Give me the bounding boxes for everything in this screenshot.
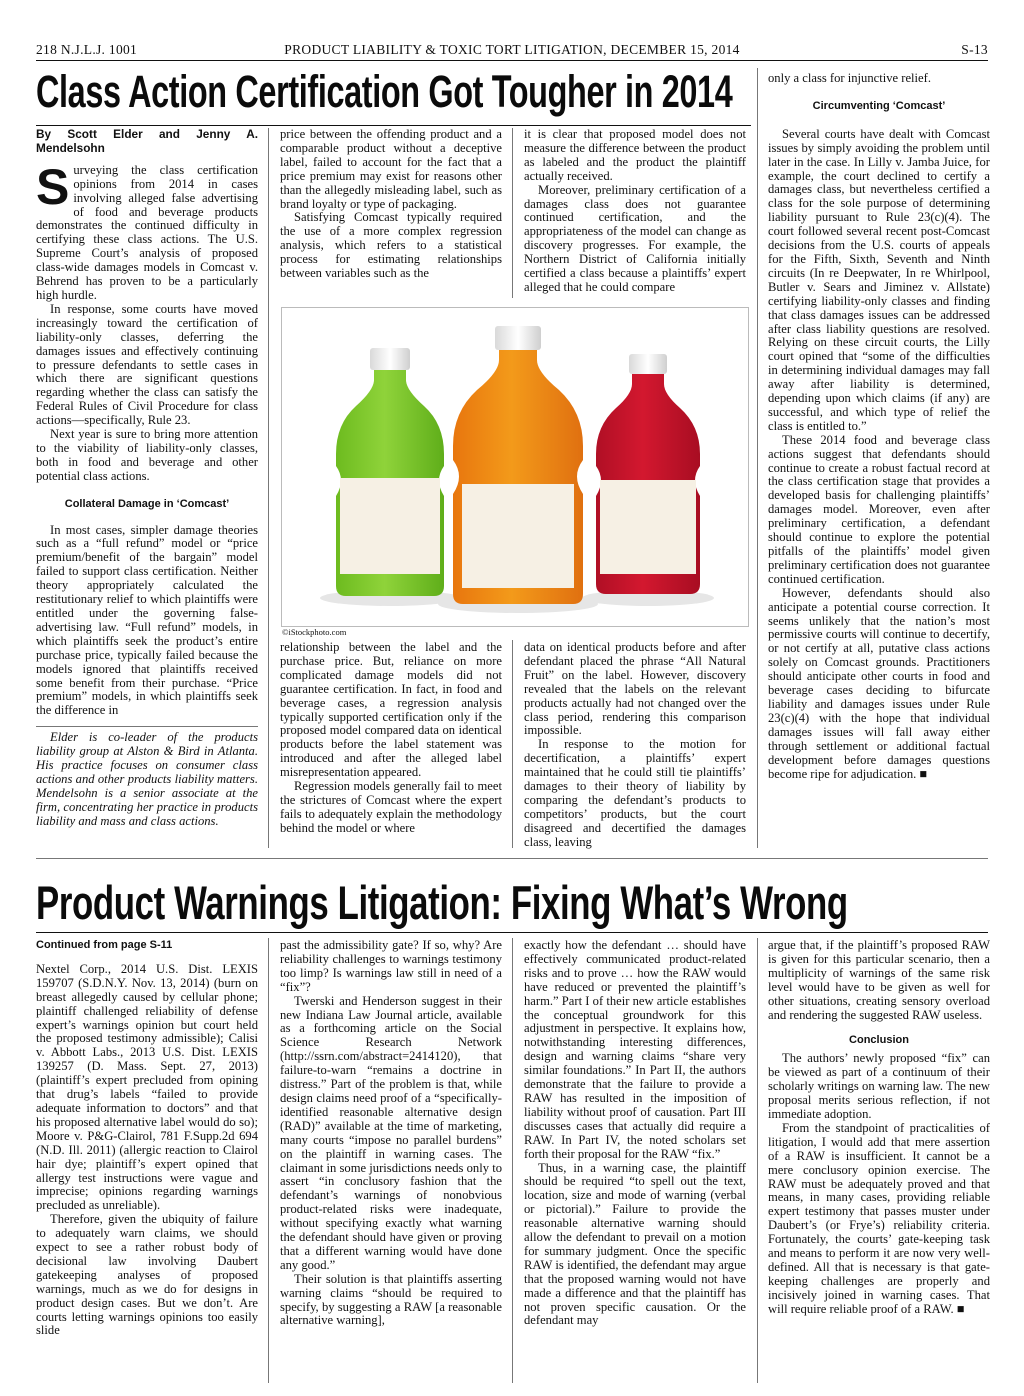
paragraph: Therefore, given the ubiquity of failure to adequately warn claims, we should expect to see a rather robust body of decisional law involving Daubert gatekeeping analyses of proposed warnings, much as we do for designs in product design cases. But we don’t. Are courts letting warnings opinions too easily slide: [36, 1212, 258, 1338]
green-bottle: [336, 348, 444, 596]
author-bio: Elder is co-leader of the products liability group at Alston & Bird in Atlanta. His practice focuses on consumer class actions and other products liability matters. Mendelsohn is a senior associate at the firm, concentrating her practice in products liability and mass and class actions.: [36, 730, 258, 828]
subhead: Circumventing ‘Comcast’: [812, 99, 946, 112]
column-rule: [512, 128, 513, 298]
paragraph: Their solution is that plaintiffs asserting warning claims “should be required to specify, by suggesting a RAW [a reasonable alternative warning],: [280, 1271, 502, 1328]
paragraph: Moreover, preliminary certification of a damages class does not guarantee continued certification, and the appropriateness of the model can change as discovery progresses. For example, the Northern District of California initially certified a class because a plaintiffs’ expert alleged that he could compare: [524, 182, 746, 294]
article1-column-2-bottom: [280, 641, 502, 836]
paragraph: In response, some courts have moved increasingly toward the certification of liability-only classes, deferring the damages issues and effectively continuing to pressure defendants to settle cases in which there are significant questions regarding whether the class can satisfy the Federal Rules of Civil Procedure for class actions—specifically, Rule 23.: [36, 301, 258, 428]
byline: By Scott Elder and Jenny A. Mendelsohn: [36, 127, 258, 155]
article2-column-3: [524, 939, 746, 1328]
article2-headline: Product Warnings Litigation: Fixing What’s Wrong: [36, 876, 848, 929]
paragraph: These 2014 food and beverage class actions suggest that defendants should continue to create a robust factual record at the class certification stage that provides a developed basis for challenging plaintiffs’ damages model. Moreover, even after preliminary certification, a defendant should continue to explore the potential pitfalls of the plaintiffs’ model given preliminary certification does not guarantee continued certification.: [768, 432, 990, 586]
article2-column-1: [36, 939, 258, 1338]
paragraph: Next year is sure to bring more attention to the viability of liability-only classes, both in food and beverage and other potential class actions.: [36, 427, 258, 483]
paragraph: it is clear that proposed model does not measure the difference between the product as labeled and the product the plaintiff actually received.: [524, 127, 746, 183]
paragraph: past the admissibility gate? If so, why? Are reliability challenges to warnings testimony too limp? Is warnings law still in need of a “fix”?: [280, 938, 502, 994]
article1-column-3-top: [524, 128, 746, 295]
paragraph: Several courts have dealt with Comcast issues by simply avoiding the problem until later in the case. In Lilly v. Jamba Juice, for example, the court declined to certify a damages class, but nevertheless certified a class for the sole purpose of determining liability pursuant to Rule 23(c)(4). The court followed several recent post-Comcast decisions from the U.S. courts of appeals for the Fifth, Sixth, Seventh and Ninth circuits (In re Deepwater, In re Whirlpool, Butler v. Sears and Jiminez v. Allstate) certifying liability-only classes and finding that class damages issues can be addressed after class liability questions are resolved. Relying on these circuit courts, the Lilly court opined that “some of the difficulties in determining individual damages may fall away after liability is determined, depending upon which claims (if any) are successful, and which type of relief the class is entitled to.”: [768, 126, 990, 433]
paragraph: relationship between the label and the purchase price. But, reliance on more complicated damage models did not guarantee certification. In fact, in food and beverage cases, a regression analysis typically supported certification only if the proposed model compared data on identical products before the label statement was introduced and after the alleged label misrepresentation appeared.: [280, 640, 502, 780]
orange-bottle: [453, 326, 583, 604]
paragraph: only a class for injunctive relief.: [768, 71, 931, 85]
page-number: S-13: [961, 42, 988, 57]
column-rule: [268, 128, 269, 848]
running-header: [36, 42, 988, 60]
photo-credit: ©iStockphoto.com: [282, 627, 347, 637]
column-rule: [512, 938, 513, 1383]
column-rule: [512, 640, 513, 848]
paragraph: Twerski and Henderson suggest in their new Indiana Law Journal article, available as a forthcoming article on the Social Science Research Network (http://ssrn.com/abstract=2414120), that failure-to-warn “remains a doctrine in distress.” Part of the problem is that, while design claims need proof of a “specifically-identified reasonable alternative design (RAD)” available at the time of marketing, many courts “impose no parallel burdens” on the plaintiff in warning cases. The claimant in some jurisdictions needs only to assert “in conclusory fashion that the defendant’s warnings of nonobvious product-related risks were inadequate, without specifying exactly what warning the defendant should have given or proving that a different warning would have done any good.”: [280, 993, 502, 1272]
red-bottle: [596, 354, 700, 594]
subhead: Collateral Damage in ‘Comcast’: [64, 497, 230, 510]
continued-from: Continued from page S-11: [36, 939, 173, 951]
paragraph: urveying the class certification opinions from 2014 in cases involving alleged false advertising of food and beverage products demonstrates the continued difficulty in certifying these class actions. The U.S. Supreme Court’s analysis of proposed class-wide damages models in Comcast v. Behrend has proven to be a particularly high hurdle.: [36, 162, 258, 302]
column-rule: [757, 68, 758, 848]
article1-column-1: [36, 128, 258, 829]
article1-column-2-top: [280, 128, 502, 281]
paragraph: From the standpoint of practicalities of litigation, I would add that mere assertion of a RAW is insufficient. It cannot be a mere conclusory opinion exercise. The RAW must be adequately proved and that means, in many cases, providing reliable expert testimony that passes muster under Daubert’s (or Frye’s) reliability criteria. Fortunately, the courts’ gate-keeping task and means to perform it are now very well-defined. All that is necessary is that gate-keeping challenges are properly and incisively joined in warning cases. That will require reliable proof of a RAW. ■: [768, 1120, 990, 1316]
article2-column-2: [280, 939, 502, 1328]
paragraph: However, defendants should also anticipate a potential course correction. It seems unlikely that the nation’s most permissive courts will continue to decertify, or not certify at all, putative class actions solely on Comcast grounds. Practitioners should anticipate other courts in food and beverage cases deciding to bifurcate liability and damages issues under Rule 23(c)(4) with the hope that individual damages issues will fall away either through settlement or additional factual development before damages questions become ripe for adjudication. ■: [768, 585, 990, 781]
article1-column-3-bottom: [524, 641, 746, 850]
paragraph: argue that, if the plaintiff’s proposed RAW is given for this particular scenario, then a multiplicity of warnings of the same risk level would have to be given as well for other situations, creating sensory overload and rendering the suggested RAW useless.: [768, 938, 990, 1022]
page-citation: 218 N.J.L.J. 1001: [36, 42, 138, 57]
headline-underline: [36, 932, 988, 933]
paragraph: Nextel Corp., 2014 U.S. Dist. LEXIS 159707 (S.D.N.Y. Nov. 13, 2014) (burn on breast allegedly caused by cellular phone; plaintiff challenged reliability of defense expert’s warnings opinion but court held the proposed testimony admissible); Calisi v. Abbott Labs., 2013 U.S. Dist. LEXIS 139257 (D. Mass. Sept. 27, 2013) (plaintiff’s expert precluded from opining that drug’s labels “failed to provide adequate information to doctors” and that his proposed alternative label would do so); Moore v. P&G-Clairol, 781 F.Supp.2d 694 (N.D. Ill. 2011) (allergic reaction to Clairol hair dye; plaintiff’s expert opined that allergy test instructions were vague and imprecise; opinions regarding warnings precluded as unreliable).: [36, 961, 258, 1213]
article2-column-4: [768, 939, 990, 1317]
article-separator: [36, 858, 988, 859]
paragraph: In response to the motion for decertification, a plaintiffs’ expert maintained that he could still tie plaintiffs’ damages to their theory of liability by comparing the defendant’s products to competitors’ products, but the court disagreed and decertified the damages class, leaving: [524, 737, 746, 849]
juice-bottles-photo: [281, 307, 749, 627]
bottles-illustration: [282, 308, 748, 626]
bio-rule: [36, 726, 258, 727]
paragraph: data on identical products before and after defendant placed the phrase “All Natural Fruit” on the label. However, discovery revealed that the labels on the relevant products actually had not changed over the class period, rendering this comparison impossible.: [524, 640, 746, 738]
subhead: Conclusion: [849, 1034, 909, 1047]
header-rule: [36, 60, 988, 61]
paragraph: In most cases, simpler damage theories such as a “full refund” model or “price premium/benefit of the bargain” model failed to support class certification. Neither theory appropriately calculated the restitutionary relief to which plaintiffs were entitled under the governing false-advertising law. “Full refund” models, in which plaintiffs seek the product’s entire purchase price, typically failed because the models ignored that plaintiffs received some benefit from their purchase. “Price premium” models, in which plaintiffs seek the difference in: [36, 522, 258, 718]
paragraph: Satisfying Comcast typically required the use of a more complex regression analysis, which refers to a statistical process for estimating relationships between variables such as the: [280, 210, 502, 281]
paragraph: Thus, in a warning case, the plaintiff should be required “to spell out the text, location, size and mode of warning (verbal or pictorial).” Failure to provide the reasonable alternative warning should allow the defendant to prevail on a motion for summary judgment. Once the specific RAW is identified, the defendant may argue that the proposed warning would not have made a difference and that the plaintiff has not proven specific causation. Or the defendant may: [524, 1160, 746, 1328]
paragraph: Regression models generally fail to meet the strictures of Comcast where the expert fails to adequately explain the methodology behind the model or where: [280, 779, 502, 835]
paragraph: price between the offending product and a comparable product without a deceptive label, failed to account for the fact that a price premium may exist for reasons other than the allegedly misleading label, such as brand loyalty or type of packaging.: [280, 127, 502, 211]
column-rule: [268, 938, 269, 1383]
drop-cap: S: [36, 158, 70, 215]
section-title: PRODUCT LIABILITY & TOXIC TORT LITIGATION, DECEMBER 15, 2014: [284, 42, 740, 57]
article1-column-4: [768, 72, 990, 781]
paragraph: The authors’ newly proposed “fix” can be viewed as part of a continuum of their scholarly writings on warning law. The new proposal merits serious reflection, if not immediate adoption.: [768, 1051, 990, 1121]
paragraph: exactly how the defendant … should have effectively communicated product-related risks and to prove … how the RAW would have reduced or prevented the plaintiff’s harm.” Part I of their new article establishes the conceptual groundwork for this adjustment in perspective. It explains how, notwithstanding interesting differences, design and warning claims “share very similar foundations.” In Part II, the authors demonstrate that the failure to provide a RAW has resulted in the imposition of liability without proof of causation. Part III discusses cases that actually did require a RAW. In Part IV, the noted scholars set forth their proposal for the RAW “fix.”: [524, 938, 746, 1161]
article1-headline: Class Action Certification Got Tougher in 2014: [36, 66, 733, 117]
column-rule: [757, 938, 758, 1383]
